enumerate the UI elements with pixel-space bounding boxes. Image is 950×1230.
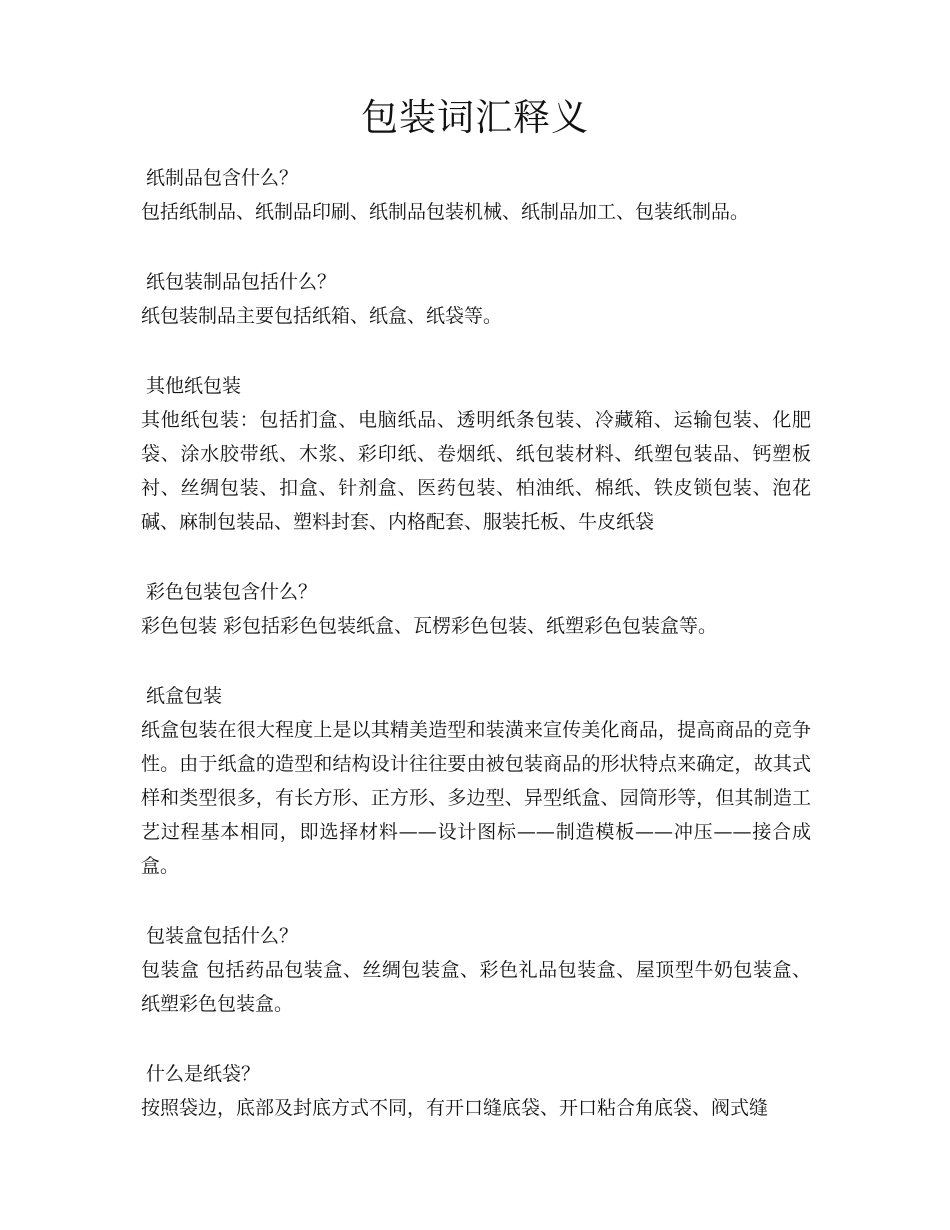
section-answer: 包装盒 包括药品包装盒、丝绸包装盒、彩色礼品包装盒、屋顶型牛奶包装盒、纸塑彩色包装盒。 [141, 959, 811, 1015]
section-color-packaging [141, 575, 811, 643]
section-paper-bag [141, 1057, 811, 1125]
section-paper-packaging-products [141, 265, 811, 333]
section-question: 包装盒包括什么？ [146, 925, 299, 947]
document-body [141, 161, 811, 1161]
section-answer: 纸盒包装在很大程度上是以其精美造型和装潢来宣传美化商品，提高商品的竞争性。由于纸盒的造型和结构设计往往要由被包装商品的形状特点来确定，故其式样和类型很多，有长方形、正方形、多边型、异型纸盒、园筒形等，但其制造工艺过程基本相同，即选择材料——设计图标——制造模板——冲压——接合成盒。 [141, 719, 811, 877]
section-answer: 包括纸制品、纸制品印刷、纸制品包装机械、纸制品加工、包装纸制品。 [141, 201, 750, 223]
document-title: 包装词汇释义 [361, 96, 589, 139]
section-answer: 纸包装制品主要包括纸箱、纸盒、纸袋等。 [141, 305, 503, 327]
section-question: 纸制品包含什么？ [146, 167, 299, 189]
section-other-paper-packaging [141, 369, 811, 539]
section-paper-products [141, 161, 811, 229]
section-question: 纸包装制品包括什么？ [146, 271, 337, 293]
section-answer: 其他纸包装：包括扪盒、电脑纸品、透明纸条包装、冷藏箱、运输包装、化肥袋、涂水胶带纸、木浆、彩印纸、卷烟纸、纸包装材料、纸塑包装品、钙塑板衬、丝绸包装、扣盒、针剂盒、医药包装、柏油纸、棉纸、铁皮锁包装、泡花碱、麻制包装品、塑料封套、内格配套、服装托板、牛皮纸袋 [141, 409, 811, 533]
section-question: 其他纸包装 [146, 375, 242, 397]
section-packaging-box [141, 919, 811, 1021]
section-question: 什么是纸袋？ [146, 1063, 261, 1085]
section-answer: 彩色包装 彩包括彩色包装纸盒、瓦楞彩色包装、纸塑彩色包装盒等。 [141, 615, 718, 637]
section-question: 纸盒包装 [146, 685, 223, 707]
section-answer: 按照袋边，底部及封底方式不同，有开口缝底袋、开口粘合角底袋、阀式缝 [141, 1097, 769, 1119]
section-carton-packaging [141, 679, 811, 883]
section-question: 彩色包装包含什么？ [146, 581, 318, 603]
